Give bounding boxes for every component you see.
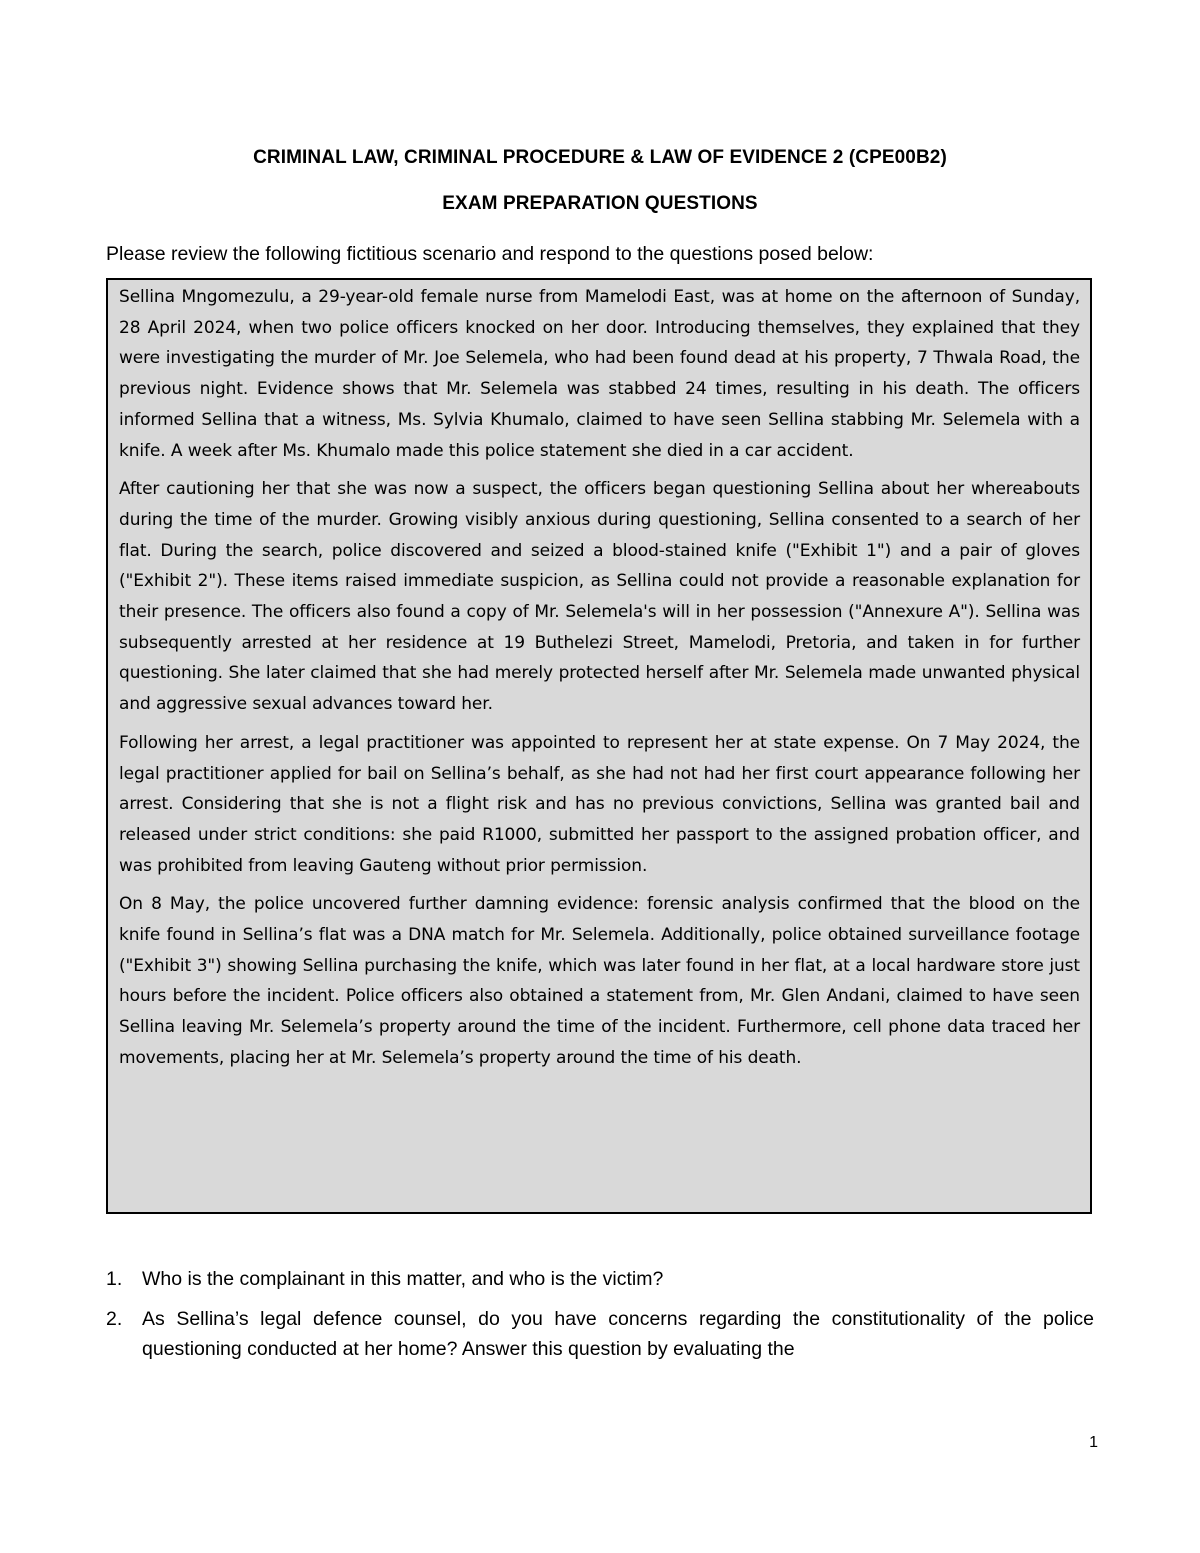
question-number: 2. <box>106 1307 123 1330</box>
question-number: 1. <box>106 1268 123 1290</box>
question-text: As Sellina’s legal defence counsel, do you have concerns regarding the constitutionality of the police questioning conducted at her home? Answer this question by evaluating the <box>142 1307 1094 1360</box>
scenario-paragraph: Sellina Mngomezulu, a 29-year-old female nurse from Mamelodi East, was at home on the afternoon of Sunday, 28 April 2024, when two police officers knocked on her door. Introducing themselves, they explained that they were investigating the murder of Mr. Joe Selemela, who had been found dead at his property, 7 Thwala Road, the previous night. Evidence shows that Mr. Selemela was stabbed 24 times, resulting in his death. The officers informed Sellina that a witness, Ms. Sylvia Khumalo, claimed to have seen Sellina stabbing Mr. Selemela with a knife. A week after Ms. Khumalo made this police statement she died in a car accident. <box>119 287 1080 461</box>
scenario-paragraph: After cautioning her that she was now a suspect, the officers began questioning Sellina about her whereabouts during the time of the murder. Growing visibly anxious during questioning, Sellina consented to a search of her flat. During the search, police discovered and seized a blood-stained knife ("Exhibit 1") and a pair of gloves ("Exhibit 2"). These items raised immediate suspicion, as Sellina could not provide a reasonable explanation for their presence. The officers also found a copy of Mr. Selemela's will in her possession ("Annexure A"). Sellina was subsequently arrested at her residence at 19 Buthelezi Street, Mamelodi, Pretoria, and taken in for further questioning. She later claimed that she had merely protected herself after Mr. Selemela made unwanted physical and aggressive sexual advances toward her. <box>119 479 1080 715</box>
scenario-box <box>106 278 1092 1214</box>
question-item <box>106 1304 1094 1365</box>
question-text: Who is the complainant in this matter, and who is the victim? <box>142 1268 664 1290</box>
document-subtitle: EXAM PREPARATION QUESTIONS <box>442 193 758 214</box>
question-list <box>106 1264 1094 1374</box>
question-item <box>106 1264 1094 1295</box>
scenario-paragraph: Following her arrest, a legal practitioner was appointed to represent her at state expense. On 7 May 2024, the legal practitioner applied for bail on Sellina’s behalf, as she had not had her first court appearance following her arrest. Considering that she is not a flight risk and has no previous convictions, Sellina was granted bail and released under strict conditions: she paid R1000, submitted her passport to the assigned probation officer, and was prohibited from leaving Gauteng without prior permission. <box>119 732 1080 876</box>
page-number: 1 <box>1089 1434 1098 1451</box>
scenario-paragraph: On 8 May, the police uncovered further damning evidence: forensic analysis confirmed that the blood on the knife found in Sellina’s flat was a DNA match for Mr. Selemela. Additionally, police obtained surveillance footage ("Exhibit 3") showing Sellina purchasing the knife, which was later found in her flat, at a local hardware store just hours before the incident. Police officers also obtained a statement from, Mr. Glen Andani, claimed to have seen Sellina leaving Mr. Selemela’s property around the time of the incident. Furthermore, cell phone data traced her movements, placing her at Mr. Selemela’s property around the time of his death. <box>119 894 1080 1068</box>
document-title: CRIMINAL LAW, CRIMINAL PROCEDURE & LAW OF EVIDENCE 2 (CPE00B2) <box>253 147 947 168</box>
intro-text: Please review the following fictitious scenario and respond to the questions posed below: <box>106 243 874 265</box>
